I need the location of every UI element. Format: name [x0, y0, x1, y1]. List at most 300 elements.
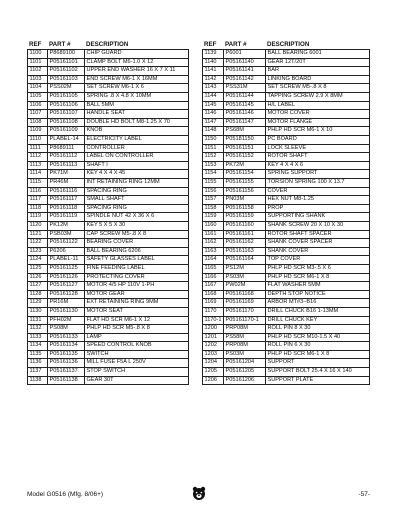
- ref-cell: 1160: [203, 221, 224, 230]
- description-cell: SMALL SHAFT: [85, 196, 189, 205]
- table-row: [203, 67, 370, 76]
- ref-cell: 1117: [28, 196, 48, 205]
- ref-cell: 1118: [28, 204, 48, 213]
- ref-cell: 1106: [28, 101, 48, 110]
- part-number-cell: PS58M: [224, 333, 266, 342]
- ref-cell: 1138: [28, 376, 48, 385]
- part-number-cell: P05161140: [224, 58, 266, 67]
- table-row: [203, 307, 370, 316]
- table-row: [28, 179, 189, 188]
- table-row: [203, 264, 370, 273]
- part-number-cell: P05161107: [48, 110, 85, 119]
- table-row: [203, 161, 370, 170]
- description-cell: PROP: [266, 204, 370, 213]
- description-cell: INT RETAINING RING 12MM: [85, 179, 189, 188]
- part-number-cell: P05161170-1: [224, 316, 266, 325]
- table-row: [28, 136, 189, 145]
- table-row: [203, 247, 370, 256]
- part-number-cell: P05161118: [48, 204, 85, 213]
- description-cell: SPRING .8 X 4.8 X 10MM: [85, 93, 189, 102]
- description-cell: SAFETY GLASSES LABEL: [85, 256, 189, 265]
- table-row: [28, 153, 189, 162]
- table-row: [203, 153, 370, 162]
- table-row: [28, 84, 189, 93]
- table-row: [203, 256, 370, 265]
- table-row: [203, 230, 370, 239]
- table-row: [28, 204, 189, 213]
- description-cell: DRILL CHUCK B16 1-13MM: [266, 307, 370, 316]
- part-number-cell: P05181150: [224, 136, 266, 145]
- ref-cell: 1166: [203, 273, 224, 282]
- description-cell: KEY 5 X 5 X 30: [85, 221, 189, 230]
- table-row: [28, 368, 189, 377]
- ref-cell: 1114: [28, 170, 48, 179]
- description-cell: SPACING RING: [85, 187, 189, 196]
- part-number-cell: P05161125: [48, 264, 85, 273]
- table-row: [203, 282, 370, 291]
- ref-cell: 1163: [203, 247, 224, 256]
- table-row: [28, 316, 189, 325]
- table-row: [203, 170, 370, 179]
- ref-cell: 1145: [203, 101, 224, 110]
- table-row: [28, 170, 189, 179]
- table-row: [28, 264, 189, 273]
- description-cell: MOTOR SEAT: [85, 307, 189, 316]
- part-number-cell: P05161135: [48, 350, 85, 359]
- part-number-cell: PSS02M: [48, 84, 85, 93]
- table-row: [28, 239, 189, 248]
- table-row: [28, 161, 189, 170]
- part-number-cell: P05161108: [48, 118, 85, 127]
- ref-cell: 1101: [28, 58, 48, 67]
- ref-cell: 1108: [28, 118, 48, 127]
- ref-cell: 1167: [203, 282, 224, 291]
- table-row: [203, 127, 370, 136]
- part-number-cell: P05161170: [224, 307, 266, 316]
- part-number-cell: P05161205: [224, 368, 266, 377]
- table-row: [203, 179, 370, 188]
- ref-cell: 1142: [203, 75, 224, 84]
- description-cell: FLAT HD SCR M6-1 X 12: [85, 316, 189, 325]
- part-number-cell: P05161159: [224, 213, 266, 222]
- ref-cell: 1126: [28, 273, 48, 282]
- table-row: [203, 273, 370, 282]
- description-cell: BAR: [266, 67, 370, 76]
- table-row: [28, 247, 189, 256]
- description-cell: SPEED CONTROL KNOB: [85, 342, 189, 351]
- description-cell: SHANK COVER SPACER: [266, 239, 370, 248]
- description-cell: SUPPORT: [266, 359, 370, 368]
- table-row: [28, 273, 189, 282]
- table-row: [28, 256, 189, 265]
- ref-cell: 1203: [203, 350, 224, 359]
- table-row: [203, 359, 370, 368]
- description-cell: SET SCREW M5-.8 X 8: [266, 84, 370, 93]
- part-number-cell: P05161133: [48, 333, 85, 342]
- description-cell: SPACING RING: [85, 204, 189, 213]
- header-description: DESCRIPTION: [85, 41, 189, 50]
- part-number-cell: PR16M: [48, 299, 85, 308]
- parts-table-right: [202, 41, 370, 385]
- description-cell: SWITCH: [85, 350, 189, 359]
- ref-cell: 1154: [203, 170, 224, 179]
- description-cell: TOP COVER: [266, 256, 370, 265]
- table-row: [203, 75, 370, 84]
- ref-cell: 1137: [28, 368, 48, 377]
- ref-cell: 1123: [28, 247, 48, 256]
- part-number-cell: PK12M: [48, 221, 85, 230]
- description-cell: SPINDLE NUT 42 X 36 X 6: [85, 213, 189, 222]
- ref-cell: 1165: [203, 264, 224, 273]
- table-row: [203, 196, 370, 205]
- part-number-cell: P05161206: [224, 376, 266, 385]
- ref-cell: 1128: [28, 290, 48, 299]
- part-number-cell: P05161103: [48, 75, 85, 84]
- ref-cell: 1127: [28, 282, 48, 291]
- part-number-cell: PSB03M: [48, 230, 85, 239]
- part-number-cell: P8689111: [48, 144, 85, 153]
- ref-cell: 1146: [203, 110, 224, 119]
- ref-cell: 1136: [28, 359, 48, 368]
- description-cell: LAMP: [85, 333, 189, 342]
- ref-cell: 1130: [28, 307, 48, 316]
- part-number-cell: P05161137: [48, 368, 85, 377]
- description-cell: SPRING SUPPORT: [266, 170, 370, 179]
- ref-cell: 1132: [28, 325, 48, 334]
- part-number-cell: P05161146: [224, 110, 266, 119]
- ref-cell: 1100: [28, 50, 48, 59]
- part-number-cell: PS03M: [224, 350, 266, 359]
- table-row: [28, 67, 189, 76]
- description-cell: CAP SCREW M5-.8 X 8: [85, 230, 189, 239]
- description-cell: H/L LABEL: [266, 101, 370, 110]
- ref-cell: 1201: [203, 333, 224, 342]
- part-number-cell: P05161102: [48, 67, 85, 76]
- table-row: [28, 350, 189, 359]
- ref-cell: 1144: [203, 93, 224, 102]
- ref-cell: 1152: [203, 153, 224, 162]
- ref-cell: 1111: [28, 144, 48, 153]
- description-cell: LABEL ON CONTROLLER: [85, 153, 189, 162]
- part-number-cell: P05161128: [48, 290, 85, 299]
- page-number: -57-: [358, 491, 370, 498]
- description-cell: SET SCREW M6-1 X 6: [85, 84, 189, 93]
- table-row: [28, 230, 189, 239]
- table-row: [203, 316, 370, 325]
- table-row: [203, 239, 370, 248]
- table-row: [203, 101, 370, 110]
- part-number-cell: PLABEL-14: [48, 136, 85, 145]
- ref-cell: 1109: [28, 127, 48, 136]
- description-cell: FLAT WASHER 5MM: [266, 282, 370, 291]
- description-cell: LINKING BOARD: [266, 75, 370, 84]
- table-row: [203, 221, 370, 230]
- ref-cell: 1113: [28, 161, 48, 170]
- description-cell: GEAR 12T/20T: [266, 58, 370, 67]
- part-number-cell: P05161117: [48, 196, 85, 205]
- table-row: [203, 110, 370, 119]
- ref-cell: 1135: [28, 350, 48, 359]
- ref-cell: 1121: [28, 230, 48, 239]
- part-number-cell: PSS31M: [224, 84, 266, 93]
- description-cell: DEPTH STOP NOTICE: [266, 290, 370, 299]
- description-cell: KEY 4 X 4 X 45: [85, 170, 189, 179]
- description-cell: MILL FUSE F5A L 250V: [85, 359, 189, 368]
- header-ref: REF: [203, 41, 224, 50]
- table-row: [203, 93, 370, 102]
- ref-cell: 1125: [28, 264, 48, 273]
- description-cell: PHLP HD SCR M6-1 X 8: [266, 350, 370, 359]
- description-cell: LOCK SLEEVE: [266, 144, 370, 153]
- part-number-cell: P05161204: [224, 359, 266, 368]
- footer-model: Model G0516 (Mfg. 8/06+): [27, 491, 104, 498]
- table-row: [28, 58, 189, 67]
- ref-cell: 1150: [203, 136, 224, 145]
- ref-cell: 1131: [28, 316, 48, 325]
- part-number-cell: P05161164: [224, 256, 266, 265]
- part-number-cell: P05161122: [48, 239, 85, 248]
- part-number-cell: PRP08M: [224, 342, 266, 351]
- part-number-cell: P05161116: [48, 187, 85, 196]
- description-cell: PHLP HD SCR M6-1 X 8: [266, 273, 370, 282]
- ref-cell: 1205: [203, 368, 224, 377]
- description-cell: KEY 4 X 4 X 6: [266, 161, 370, 170]
- ref-cell: 1115: [28, 179, 48, 188]
- part-number-cell: P05161147: [224, 118, 266, 127]
- part-number-cell: P05161141: [224, 67, 266, 76]
- ref-cell: 1141: [203, 67, 224, 76]
- description-cell: CHIP GUARD: [85, 50, 189, 59]
- table-row: [28, 342, 189, 351]
- part-number-cell: P05161169: [224, 299, 266, 308]
- ref-cell: 1120: [28, 221, 48, 230]
- table-row: [203, 144, 370, 153]
- description-cell: HANDLE SEAT: [85, 110, 189, 119]
- table-row: [203, 368, 370, 377]
- part-number-cell: P05161109: [48, 127, 85, 136]
- table-row: [28, 376, 189, 385]
- table-row: [28, 333, 189, 342]
- ref-cell: 1147: [203, 118, 224, 127]
- parts-table: [27, 41, 189, 385]
- table-row: [28, 187, 189, 196]
- part-number-cell: PR46M: [48, 179, 85, 188]
- ref-cell: 1169: [203, 299, 224, 308]
- description-cell: PROTECTING COVER: [85, 273, 189, 282]
- description-cell: PHLP HD SCR M3-.5 X 6: [266, 264, 370, 273]
- table-row: [203, 350, 370, 359]
- table-row: [28, 93, 189, 102]
- table-row: [28, 213, 189, 222]
- description-cell: TAPPING SCREW 2.9 X 8MM: [266, 93, 370, 102]
- part-number-cell: P05161163: [224, 247, 266, 256]
- ref-cell: 1156: [203, 187, 224, 196]
- description-cell: UPPER END WASHER 16 X 7 X 11: [85, 67, 189, 76]
- part-number-cell: P05161154: [224, 170, 266, 179]
- bear-logo-icon: [191, 485, 207, 501]
- ref-cell: 1103: [28, 75, 48, 84]
- table-row: [203, 290, 370, 299]
- table-row: [203, 299, 370, 308]
- ref-cell: 1159: [203, 213, 224, 222]
- description-cell: CONTROLLER: [85, 144, 189, 153]
- description-cell: SUPPORT BOLT 25.4 X 16 X 140: [266, 368, 370, 377]
- part-number-cell: P05161113: [48, 161, 85, 170]
- table-row: [28, 290, 189, 299]
- table-row: [203, 118, 370, 127]
- ref-cell: 1151: [203, 144, 224, 153]
- ref-cell: 1200: [203, 325, 224, 334]
- part-number-cell: P05161105: [48, 93, 85, 102]
- table-header-row: [28, 41, 189, 50]
- part-number-cell: P05161162: [224, 239, 266, 248]
- description-cell: SUPPORTING SHANK: [266, 213, 370, 222]
- part-number-cell: PRP08M: [224, 325, 266, 334]
- table-row: [203, 136, 370, 145]
- description-cell: MOTOR 4/5 HP 110V 1-PH: [85, 282, 189, 291]
- ref-cell: 1133: [28, 333, 48, 342]
- description-cell: TORSION SPRING 100 X 13.7: [266, 179, 370, 188]
- table-row: [203, 84, 370, 93]
- table-row: [203, 187, 370, 196]
- header-part: PART #: [224, 41, 266, 50]
- part-number-cell: P05161144: [224, 93, 266, 102]
- ref-cell: 1170-1: [203, 316, 224, 325]
- description-cell: SUPPORT PLATE: [266, 376, 370, 385]
- part-number-cell: PK71M: [48, 170, 85, 179]
- part-number-cell: P05161127: [48, 282, 85, 291]
- description-cell: END SCREW M6-1 X 16MM: [85, 75, 189, 84]
- description-cell: ROTOR SHAFT SPACER: [266, 230, 370, 239]
- table-row: [28, 325, 189, 334]
- ref-cell: 1170: [203, 307, 224, 316]
- part-number-cell: P05161136: [48, 359, 85, 368]
- description-cell: GEAR 30T: [85, 376, 189, 385]
- header-part: PART #: [48, 41, 85, 50]
- part-number-cell: P05161101: [48, 58, 85, 67]
- description-cell: BALL BEARING 6001: [266, 50, 370, 59]
- part-number-cell: P05161126: [48, 273, 85, 282]
- part-number-cell: P05161156: [224, 187, 266, 196]
- description-cell: STOP SWITCH: [85, 368, 189, 377]
- ref-cell: 1107: [28, 110, 48, 119]
- part-number-cell: P05161155: [224, 179, 266, 188]
- ref-cell: 1162: [203, 239, 224, 248]
- description-cell: ROLL PIN 6 X 30: [266, 342, 370, 351]
- table-row: [28, 127, 189, 136]
- table-row: [203, 333, 370, 342]
- description-cell: HEX NUT M8-1.25: [266, 196, 370, 205]
- ref-cell: 1158: [203, 204, 224, 213]
- description-cell: SHANK COVER: [266, 247, 370, 256]
- ref-cell: 1148: [203, 127, 224, 136]
- part-number-cell: P05161106: [48, 101, 85, 110]
- table-row: [28, 118, 189, 127]
- table-row: [28, 110, 189, 119]
- ref-cell: 1134: [28, 342, 48, 351]
- ref-cell: 1139: [203, 50, 224, 59]
- ref-cell: 1102: [28, 67, 48, 76]
- header-description: DESCRIPTION: [266, 41, 370, 50]
- table-row: [28, 50, 189, 59]
- ref-cell: 1168: [203, 290, 224, 299]
- table-row: [203, 58, 370, 67]
- table-row: [28, 282, 189, 291]
- description-cell: ROLL PIN 8 X 30: [266, 325, 370, 334]
- part-number-cell: P05161168: [224, 290, 266, 299]
- description-cell: PHLP HD SCR M5-.8 X 8: [85, 325, 189, 334]
- table-row: [28, 359, 189, 368]
- part-number-cell: PS12M: [224, 264, 266, 273]
- table-row: [28, 299, 189, 308]
- part-number-cell: P05161130: [48, 307, 85, 316]
- table-row: [28, 75, 189, 84]
- table-row: [28, 221, 189, 230]
- ref-cell: 1122: [28, 239, 48, 248]
- description-cell: SHANK SCREW 20 X 10 X 30: [266, 221, 370, 230]
- part-number-cell: P05161134: [48, 342, 85, 351]
- ref-cell: 1110: [28, 136, 48, 145]
- table-row: [203, 342, 370, 351]
- part-number-cell: P05161152: [224, 153, 266, 162]
- description-cell: ARBOR MT#3–B16: [266, 299, 370, 308]
- description-cell: KNOB: [85, 127, 189, 136]
- part-number-cell: PLABEL-11: [48, 256, 85, 265]
- ref-cell: 1143: [203, 84, 224, 93]
- part-number-cell: P8689100: [48, 50, 85, 59]
- part-number-cell: P05161145: [224, 101, 266, 110]
- description-cell: PHLP HD SCR M10-1.5 X 40: [266, 333, 370, 342]
- ref-cell: 1155: [203, 179, 224, 188]
- ref-cell: 1206: [203, 376, 224, 385]
- description-cell: PHLP HD SCR M6-1 X 10: [266, 127, 370, 136]
- description-cell: DOUBLE HD BOLT M8-1.25 X 70: [85, 118, 189, 127]
- part-number-cell: PK72M: [224, 161, 266, 170]
- ref-cell: 1116: [28, 187, 48, 196]
- description-cell: ROTOR SHAFT: [266, 153, 370, 162]
- table-row: [28, 144, 189, 153]
- ref-cell: 1157: [203, 196, 224, 205]
- part-number-cell: P6206: [48, 247, 85, 256]
- ref-cell: 1202: [203, 342, 224, 351]
- ref-cell: 1124: [28, 256, 48, 265]
- part-number-cell: P05161151: [224, 144, 266, 153]
- description-cell: BALL BEARING 6206: [85, 247, 189, 256]
- table-row: [203, 325, 370, 334]
- description-cell: MOTOR COVER: [266, 110, 370, 119]
- table-row: [28, 196, 189, 205]
- ref-cell: 1161: [203, 230, 224, 239]
- description-cell: MOTOR FLANGE: [266, 118, 370, 127]
- ref-cell: 1112: [28, 153, 48, 162]
- ref-cell: 1140: [203, 58, 224, 67]
- part-number-cell: PS08M: [48, 325, 85, 334]
- part-number-cell: PW02M: [224, 282, 266, 291]
- ref-cell: 1204: [203, 359, 224, 368]
- table-row: [28, 307, 189, 316]
- part-number-cell: P05161160: [224, 221, 266, 230]
- part-number-cell: PS68M: [224, 127, 266, 136]
- ref-cell: 1153: [203, 161, 224, 170]
- ref-cell: 1164: [203, 256, 224, 265]
- parts-table: [202, 41, 370, 385]
- table-row: [203, 204, 370, 213]
- part-number-cell: PS03M: [224, 273, 266, 282]
- description-cell: COVER: [266, 187, 370, 196]
- header-ref: REF: [28, 41, 48, 50]
- description-cell: CLAMP BOLT M6-1.0 X 12: [85, 58, 189, 67]
- part-number-cell: P6001: [224, 50, 266, 59]
